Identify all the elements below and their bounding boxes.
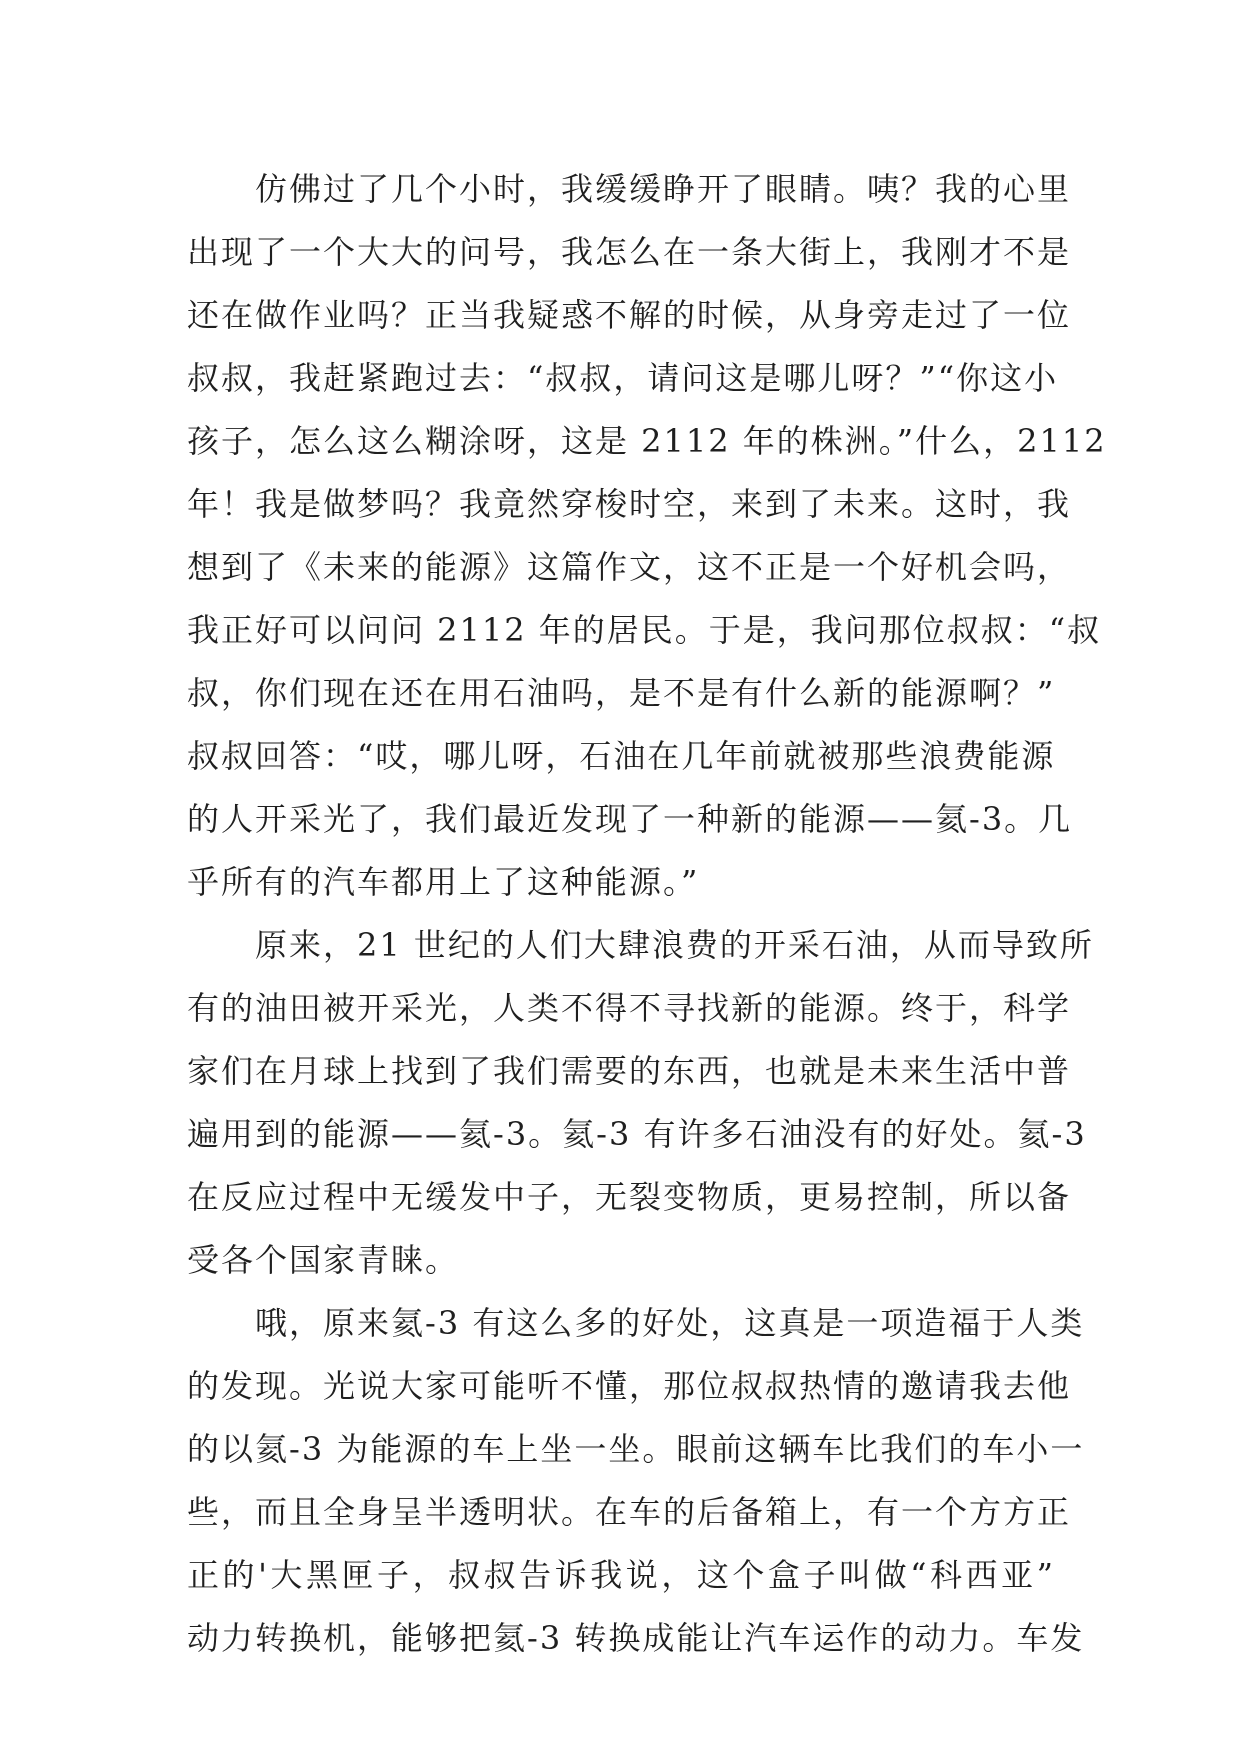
text-line: 家们在月球上找到了我们需要的东西，也就是未来生活中普	[187, 1052, 1072, 1090]
text-line: 哦，原来氦-3 有这么多的好处，这真是一项造福于人类	[187, 1304, 1085, 1342]
text-line: 乎所有的汽车都用上了这种能源。”	[187, 863, 700, 901]
text-line: 仿佛过了几个小时，我缓缓睁开了眼睛。咦？我的心里	[187, 170, 1072, 208]
text-line: 些，而且全身呈半透明状。在车的后备箱上，有一个方方正	[187, 1493, 1072, 1531]
paragraph-3	[187, 1292, 1085, 1670]
article-body	[187, 158, 1107, 1670]
text-line: 还在做作业吗？正当我疑惑不解的时候，从身旁走过了一位	[187, 296, 1072, 334]
text-line: 孩子，怎么这么糊涂呀，这是 2112 年的株洲。”什么，2112	[187, 422, 1107, 460]
text-line: 受各个国家青睐。	[187, 1241, 460, 1279]
text-line: 遍用到的能源——氦-3。氦-3 有许多石油没有的好处。氦-3	[187, 1115, 1087, 1153]
text-line: 正的'大黑匣子，叔叔告诉我说，这个盒子叫做“科西亚”	[187, 1556, 1055, 1594]
paragraph-2	[187, 914, 1094, 1292]
text-line: 叔叔，我赶紧跑过去：“叔叔，请问这是哪儿呀？”“你这小	[187, 359, 1059, 397]
text-line: 的以氦-3 为能源的车上坐一坐。眼前这辆车比我们的车小一	[187, 1430, 1085, 1468]
text-line: 叔叔回答：“哎，哪儿呀，石油在几年前就被那些浪费能源	[187, 737, 1056, 775]
text-line: 的发现。光说大家可能听不懂，那位叔叔热情的邀请我去他	[187, 1367, 1072, 1405]
text-line: 年！我是做梦吗？我竟然穿梭时空，来到了未来。这时，我	[187, 485, 1072, 523]
text-line: 的人开采光了，我们最近发现了一种新的能源——氦-3。几	[187, 800, 1073, 838]
paragraph-1	[187, 158, 1107, 914]
text-line: 有的油田被开采光，人类不得不寻找新的能源。终于，科学	[187, 989, 1072, 1027]
text-line: 动力转换机，能够把氦-3 转换成能让汽车运作的动力。车发	[187, 1619, 1085, 1657]
text-line: 我正好可以问问 2112 年的居民。于是，我问那位叔叔：“叔	[187, 611, 1102, 649]
text-line: 想到了《未来的能源》这篇作文，这不正是一个好机会吗，	[187, 548, 1072, 586]
text-line: 原来，21 世纪的人们大肆浪费的开采石油，从而导致所	[187, 926, 1094, 964]
text-line: 出现了一个大大的问号，我怎么在一条大街上，我刚才不是	[187, 233, 1072, 271]
text-line: 在反应过程中无缓发中子，无裂变物质，更易控制，所以备	[187, 1178, 1072, 1216]
text-line: 叔，你们现在还在用石油吗，是不是有什么新的能源啊？”	[187, 674, 1056, 712]
